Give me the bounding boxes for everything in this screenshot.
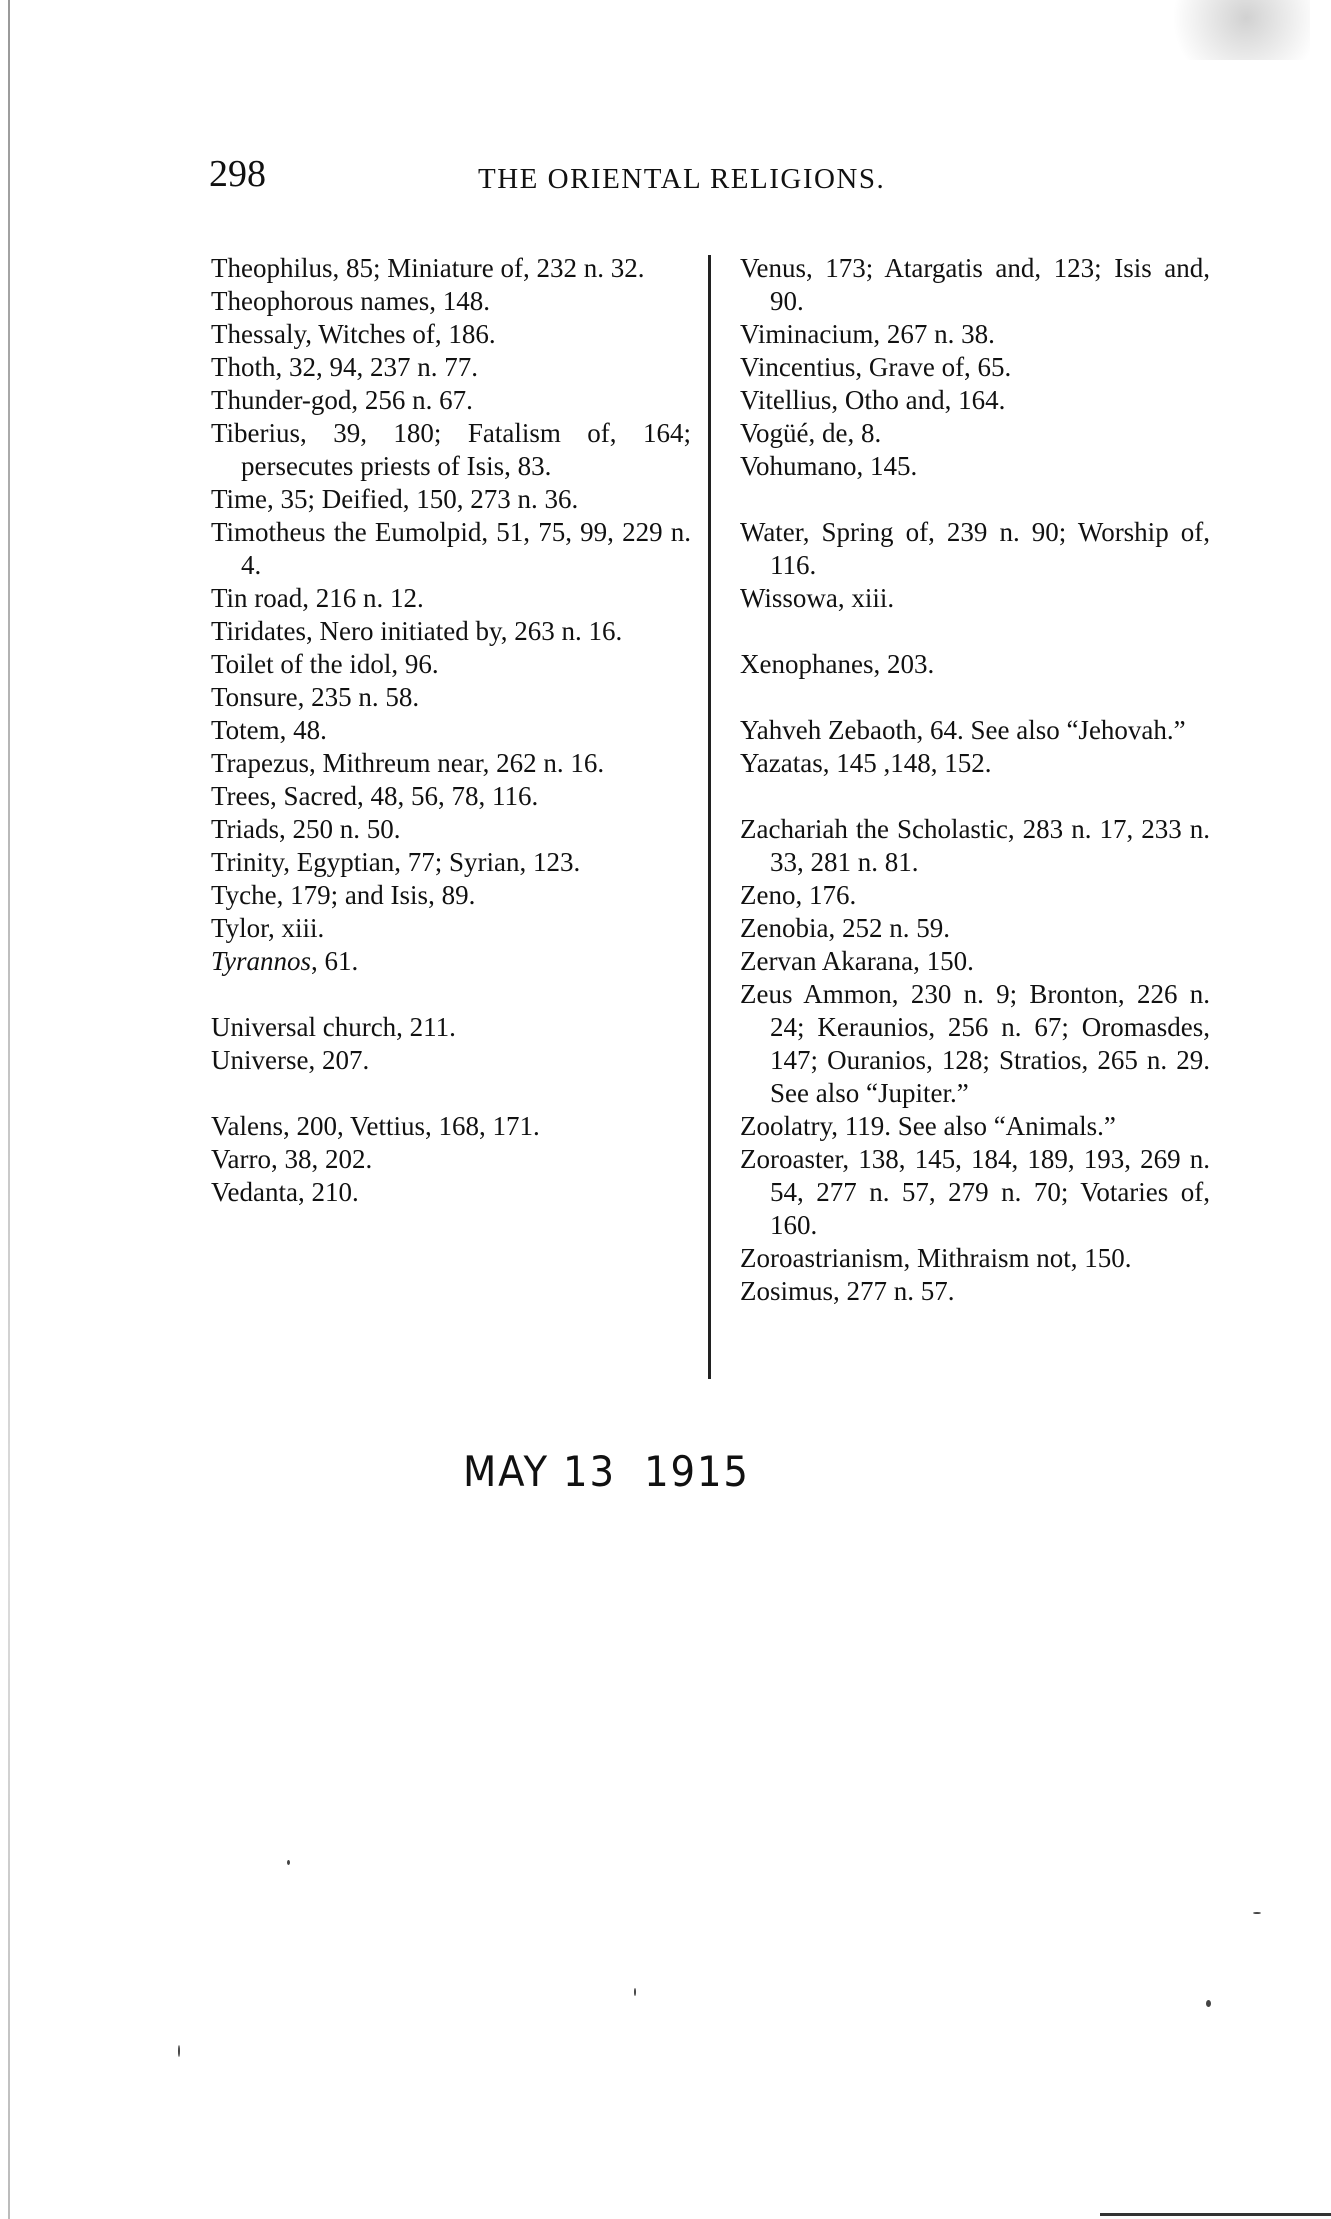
index-entry: Time, 35; Deified, 150, 273 n. 36. xyxy=(211,484,579,514)
index-entry: Tyche, 179; and Isis, 89. xyxy=(211,880,476,910)
index-entry: Zenobia, 252 n. 59. xyxy=(740,913,950,943)
scan-speck xyxy=(634,1988,636,1996)
letter-gap xyxy=(211,978,691,1011)
column-divider xyxy=(708,255,711,1379)
index-entry: Viminacium, 267 n. 38. xyxy=(740,319,995,349)
index-entry: Zosimus, 277 n. 57. xyxy=(740,1276,955,1306)
index-entry: Thessaly, Witches of, 186. xyxy=(211,319,496,349)
index-entry: Theophorous names, 148. xyxy=(211,286,490,316)
index-entry: Vogüé, de, 8. xyxy=(740,418,882,448)
index-entry: Theophilus, 85; Miniature of, 232 n. 32. xyxy=(211,253,645,283)
letter-gap xyxy=(740,780,1210,813)
letter-gap xyxy=(211,1077,691,1110)
index-entry: Yahveh Zebaoth, 64. See also “Jehovah.” xyxy=(740,715,1186,745)
index-entry: Tonsure, 235 n. 58. xyxy=(211,682,420,712)
scan-speck xyxy=(1253,1912,1261,1914)
letter-gap xyxy=(740,615,1210,648)
index-entry: Vedanta, 210. xyxy=(211,1177,359,1207)
index-column-right xyxy=(740,252,1210,1308)
index-entry: Timotheus the Eumolpid, 51, 75, 99, 229 n. 4. xyxy=(211,517,691,580)
date-stamp: MAY 13 1915 xyxy=(463,1447,750,1496)
scan-speck xyxy=(287,1860,290,1865)
index-entry: Zeno, 176. xyxy=(740,880,857,910)
scan-edge-line xyxy=(1100,2213,1331,2216)
index-entry-italic: Tyrannos xyxy=(211,946,312,976)
index-entry: Universe, 207. xyxy=(211,1045,370,1075)
index-entry: Zachariah the Scholastic, 283 n. 17, 233 n. 33, 281 n. 81. xyxy=(740,814,1210,877)
scan-speck xyxy=(1206,2000,1211,2007)
index-entry: Trinity, Egyptian, 77; Syrian, 123. xyxy=(211,847,581,877)
index-entry: Xenophanes, 203. xyxy=(740,649,935,679)
index-entry: Vincentius, Grave of, 65. xyxy=(740,352,1012,382)
index-entry: Totem, 48. xyxy=(211,715,327,745)
index-entry: Yazatas, 145 ,148, 152. xyxy=(740,748,992,778)
index-entry: Water, Spring of, 239 n. 90; Worship of, 116. xyxy=(740,517,1210,580)
page-edge-shadow xyxy=(8,0,10,2219)
index-entry: Zoroaster, 138, 145, 184, 189, 193, 269 n. 54, 277 n. 57, 279 n. 70; Votaries of, 160. xyxy=(740,1144,1210,1240)
index-entry: Tylor, xiii. xyxy=(211,913,325,943)
index-entry: Varro, 38, 202. xyxy=(211,1144,373,1174)
index-entry: Thunder-god, 256 n. 67. xyxy=(211,385,473,415)
index-entry: Valens, 200, Vettius, 168, 171. xyxy=(211,1111,540,1141)
index-column-left xyxy=(211,252,691,1209)
page-number: 298 xyxy=(209,153,266,195)
scan-speck xyxy=(178,2045,180,2057)
index-entry xyxy=(211,945,691,978)
index-entry: Wissowa, xiii. xyxy=(740,583,895,613)
index-entry: Vitellius, Otho and, 164. xyxy=(740,385,1006,415)
index-entry: Tiridates, Nero initiated by, 263 n. 16. xyxy=(211,616,623,646)
letter-gap xyxy=(740,681,1210,714)
index-entry: Tiberius, 39, 180; Fatalism of, 164; persecutes priests of Isis, 83. xyxy=(211,418,691,481)
index-entry: Zoolatry, 119. See also “Animals.” xyxy=(740,1111,1116,1141)
index-entry-ref: , 61. xyxy=(311,946,359,976)
index-entry: Universal church, 211. xyxy=(211,1012,456,1042)
scan-noise xyxy=(1150,0,1310,60)
index-entry: Zervan Akarana, 150. xyxy=(740,946,974,976)
index-entry: Toilet of the idol, 96. xyxy=(211,649,439,679)
index-entry: Zeus Ammon, 230 n. 9; Bronton, 226 n. 24; Keraunios, 256 n. 67; Oromasdes, 147; Ouranios, 128; Stratios, 265 n. 29. See also “Jupiter.” xyxy=(740,979,1210,1108)
index-entry: Tin road, 216 n. 12. xyxy=(211,583,424,613)
letter-gap xyxy=(740,483,1210,516)
index-entry: Vohumano, 145. xyxy=(740,451,918,481)
index-entry: Trees, Sacred, 48, 56, 78, 116. xyxy=(211,781,539,811)
index-entry: Zoroastrianism, Mithraism not, 150. xyxy=(740,1243,1132,1273)
index-entry: Venus, 173; Atargatis and, 123; Isis and, 90. xyxy=(740,253,1210,316)
index-entry: Triads, 250 n. 50. xyxy=(211,814,401,844)
running-title: THE ORIENTAL RELIGIONS. xyxy=(478,163,886,195)
index-entry: Thoth, 32, 94, 237 n. 77. xyxy=(211,352,478,382)
index-entry: Trapezus, Mithreum near, 262 n. 16. xyxy=(211,748,605,778)
